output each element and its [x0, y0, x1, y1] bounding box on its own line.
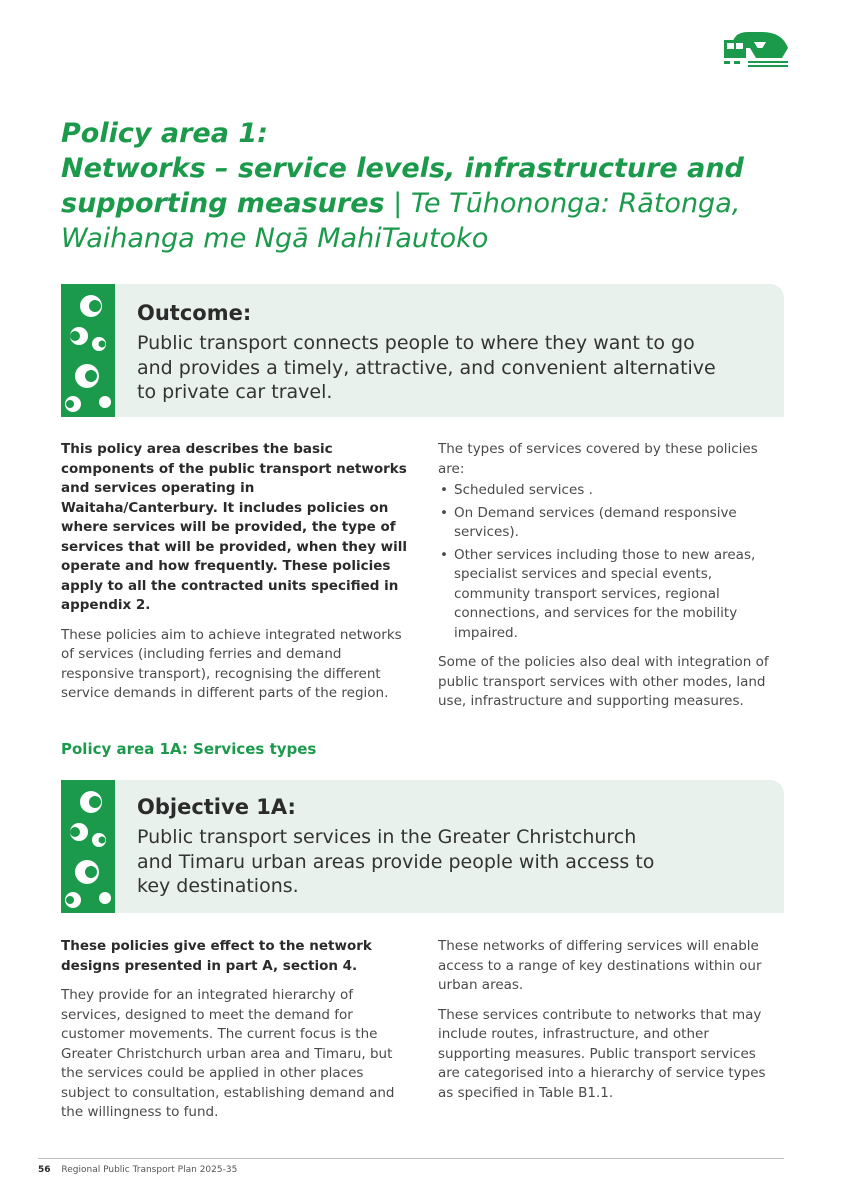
intro-bold-paragraph: This policy area describes the basic components of the public transport networks and services operating in Waitaha/Canterbury. It includes policies on where services will be provided, the type of services that will be provided, when they will operate and how frequently. These policies apply to all the contracted units specified in appendix 2. — [61, 441, 408, 613]
bus-train-ferry-icon — [722, 26, 790, 70]
page-number: 56 — [38, 1165, 51, 1175]
footer-divider — [38, 1158, 784, 1159]
outcome-callout — [61, 284, 784, 417]
objective-line-1: Public transport services in the Greater Christchurch — [137, 826, 637, 848]
body-bold-paragraph: These policies give effect to the network designs presented in part A, section 4. — [61, 938, 372, 974]
service-types-list — [438, 481, 788, 643]
title-line-1: Policy area 1: — [61, 118, 268, 149]
body-paragraph: They provide for an integrated hierarchy of services, designed to meet the demand for customer movements. The current focus is the Greater Christchurch urban area and Timaru, but the services could be applied in other places subject to consultation, establishing demand and the willingness to fund. — [61, 987, 395, 1120]
document-title: Regional Public Transport Plan 2025-35 — [61, 1165, 238, 1175]
title-line-3: supporting measures — [61, 188, 385, 219]
objective-callout — [61, 780, 784, 913]
outcome-line-2: and provides a timely, attractive, and convenient alternative — [137, 356, 716, 379]
body-right-column — [438, 937, 768, 1113]
outcome-heading: Outcome: — [137, 301, 252, 325]
koru-pattern-icon — [61, 780, 115, 913]
list-item: • Scheduled services . — [438, 481, 788, 501]
title-separator: | — [384, 188, 411, 219]
networks-paragraph: These networks of differing services will enable access to a range of key destinations within our urban areas. — [438, 938, 762, 993]
hierarchy-paragraph: These services contribute to networks that may include routes, infrastructure, and other supporting measures. Public transport services are categorised into a hierarchy of service types as specified in Table B1.1. — [438, 1006, 766, 1101]
intro-right-column — [438, 440, 788, 722]
page-title — [61, 116, 761, 256]
title-maori-1: Te Tūhononga: Rātonga, — [410, 188, 741, 219]
objective-text — [137, 825, 737, 899]
integration-paragraph: Some of the policies also deal with integration of public transport services with other modes, land use, infrastructure and supporting measures. — [438, 654, 769, 709]
list-item: • On Demand services (demand responsive services). — [438, 504, 788, 543]
page-footer — [38, 1165, 237, 1175]
objective-line-3: key destinations. — [137, 875, 299, 897]
outcome-line-1: Public transport connects people to where they want to go — [137, 332, 695, 354]
title-maori-2: Waihanga me Ngā MahiTautoko — [61, 223, 489, 254]
list-item: • Other services including those to new areas, specialist services and special events, community transport services, regional connections, and services for the mobility impaired. — [438, 546, 788, 644]
body-left-column — [61, 937, 396, 1133]
section-heading-1a: Policy area 1A: Services types — [61, 740, 317, 758]
service-types-lead: The types of services covered by these policies are: — [438, 441, 758, 477]
title-line-2: Networks – service levels, infrastructure and — [61, 153, 744, 184]
intro-left-column — [61, 440, 411, 714]
objective-heading: Objective 1A: — [137, 795, 296, 819]
outcome-line-3: to private car travel. — [137, 381, 333, 403]
outcome-text — [137, 331, 737, 405]
intro-paragraph: These policies aim to achieve integrated networks of services (including ferries and demand responsive transport), recognising the different service demands in different parts of the region. — [61, 626, 402, 701]
koru-pattern-icon — [61, 284, 115, 417]
objective-line-2: and Timaru urban areas provide people with access to — [137, 850, 655, 873]
